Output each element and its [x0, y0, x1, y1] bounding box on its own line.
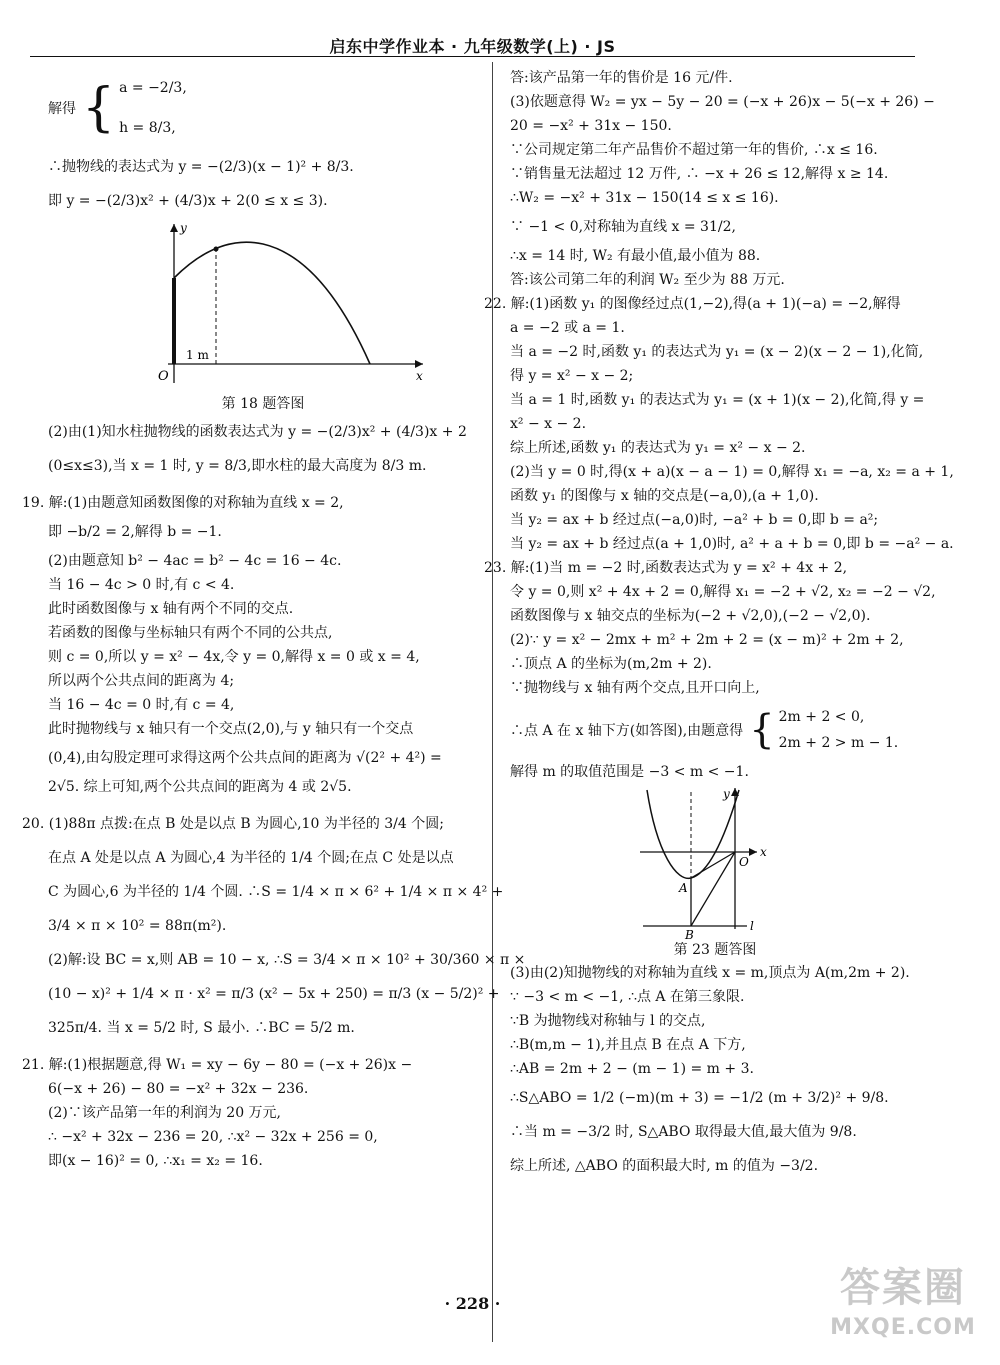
- problem-21-line: (2)∵该产品第一年的利润为 20 万元,: [48, 1105, 281, 1121]
- problem-22-line: 当 a = −2 时,函数 y₁ 的表达式为 y₁ = (x − 2)(x − 2 − 1),化简,: [510, 344, 924, 360]
- point-b-label: B: [685, 928, 694, 939]
- watermark-logo: [818, 1263, 988, 1353]
- system-eq-a: a = −2/3,: [119, 80, 187, 96]
- problem-21-line: 答:该公司第二年的利润 W₂ 至少为 88 万元.: [510, 272, 785, 288]
- problem-19-line: (2)由题意知 b² − 4ac = b² − 4c = 16 − 4c.: [48, 553, 342, 569]
- problem-21-line: 6(−x + 26) − 80 = −x² + 32x − 236.: [48, 1081, 309, 1097]
- problem-19-line: 当 16 − 4c > 0 时,有 c < 4.: [48, 577, 235, 593]
- x-axis-label: x: [416, 369, 423, 383]
- problem-23-line: ∵ −3 < m < −1, ∴点 A 在第三象限.: [510, 989, 745, 1005]
- solution-system-23: [510, 700, 920, 760]
- problem-20-line: 325π/4. 当 x = 5/2 时, S 最小. ∴BC = 5/2 m.: [48, 1020, 355, 1036]
- left-brace: {: [749, 707, 775, 753]
- problem-19-line: (0,4),由勾股定理可求得这两个公共点间的距离为 √(2² + 4²) =: [48, 750, 442, 766]
- system-eq-h: h = 8/3,: [119, 120, 176, 136]
- text-line: (2)由(1)知水柱抛物线的函数表达式为 y = −(2/3)x² + (4/3)x + 2: [48, 424, 467, 440]
- problem-21-line: ∴x = 14 时, W₂ 有最小值,最小值为 88.: [510, 248, 761, 264]
- origin-label: O: [739, 855, 749, 869]
- text-line: ∴抛物线的表达式为 y = −(2/3)(x − 1)² + 8/3.: [48, 159, 354, 175]
- problem-23-line: (3)由(2)知抛物线的对称轴为直线 x = m,顶点为 A(m,2m + 2).: [510, 965, 910, 981]
- scale-label: 1 m: [186, 348, 209, 362]
- problem-22-line: 函数 y₁ 的图像与 x 轴的交点是(−a,0),(a + 1,0).: [510, 488, 819, 504]
- problem-23-line: ∴B(m,m − 1),并且点 B 在点 A 下方,: [510, 1037, 746, 1053]
- problem-21-line: ∴ −x² + 32x − 236 = 20, ∴x² − 32x + 256 = 0,: [48, 1129, 378, 1145]
- problem-20-line: 20. (1)88π 点拨:在点 B 处是以点 B 为圆心,10 为半径的 3/4 个圆;: [22, 816, 444, 832]
- figure-23-caption: 第 23 题答图: [673, 942, 757, 958]
- point-a-label: A: [679, 881, 688, 895]
- segment-bo: [691, 852, 735, 926]
- y-axis-arrow: [170, 224, 178, 232]
- problem-19-line: 此时函数图像与 x 轴有两个不同的交点.: [48, 601, 294, 617]
- problem-20-line: 3/4 × π × 10² = 88π(m²).: [48, 918, 227, 934]
- problem-23-line: (2)∵ y = x² − 2mx + m² + 2m + 2 = (x − m)² + 2m + 2,: [510, 632, 904, 648]
- problem-19-line: 2√5. 综上可知,两个公共点间的距离为 4 或 2√5.: [48, 779, 352, 795]
- parabola-curve: [647, 790, 739, 878]
- problem-20-line: (2)解:设 BC = x,则 AB = 10 − x, ∴S = 3/4 × π × 10² + 30/360 × π ×: [48, 952, 526, 968]
- problem-20-line: C 为圆心,6 为半径的 1/4 个圆. ∴S = 1/4 × π × 6² + 1/4 × π × 4² +: [48, 884, 504, 900]
- problem-19-line: 当 16 − 4c = 0 时,有 c = 4,: [48, 697, 235, 713]
- problem-23-line: ∵B 为抛物线对称轴与 l 的交点,: [510, 1013, 706, 1029]
- problem-22-line: 得 y = x² − x − 2;: [510, 368, 634, 384]
- problem-23-line: 综上所述, △ABO 的面积最大时, m 的值为 −3/2.: [510, 1158, 819, 1174]
- x-axis-label: x: [760, 845, 767, 859]
- problem-21-line: (3)依题意得 W₂ = yx − 5y − 20 = (−x + 26)x − 5(−x + 26) −: [510, 94, 935, 110]
- x-axis-arrow: [415, 360, 423, 368]
- problem-21-line: 20 = −x² + 31x − 150.: [510, 118, 672, 134]
- problem-23-range: 解得 m 的取值范围是 −3 < m < −1.: [510, 764, 749, 780]
- problem-21-line: ∴W₂ = −x² + 31x − 150(14 ≤ x ≤ 16).: [510, 190, 779, 206]
- problem-19-line: 即 −b/2 = 2,解得 b = −1.: [48, 524, 222, 540]
- system-eq-2: 2m + 2 > m − 1.: [778, 735, 899, 751]
- origin-label: O: [158, 369, 169, 384]
- problem-22-line: 当 a = 1 时,函数 y₁ 的表达式为 y₁ = (x + 1)(x − 2),化简,得 y =: [510, 392, 925, 408]
- problem-21-line: ∵ −1 < 0,对称轴为直线 x = 31/2,: [510, 219, 736, 235]
- problem-21-line: 21. 解:(1)根据题意,得 W₁ = xy − 6y − 80 = (−x + 26)x −: [22, 1057, 413, 1073]
- column-divider: [492, 62, 493, 1342]
- problem-23-line: 函数图像与 x 轴交点的坐标为(−2 + √2,0),(−2 − √2,0).: [510, 608, 871, 624]
- line-l-label: l: [750, 919, 754, 933]
- problem-20-line: 在点 A 处是以点 A 为圆心,4 为半径的 1/4 个圆;在点 C 处是以点: [48, 850, 454, 866]
- problem-22-line: a = −2 或 a = 1.: [510, 320, 625, 336]
- system-eq-1: 2m + 2 < 0,: [778, 709, 865, 725]
- problem-22-line: 22. 解:(1)函数 y₁ 的图像经过点(1,−2),得(a + 1)(−a) = −2,解得: [484, 296, 901, 312]
- problem-19-line: 此时抛物线与 x 轴只有一个交点(2,0),与 y 轴只有一个交点: [48, 721, 414, 737]
- problem-21-line: 答:该产品第一年的售价是 16 元/件.: [510, 70, 733, 86]
- problem-22-line: 综上所述,函数 y₁ 的表达式为 y₁ = x² − x − 2.: [510, 440, 806, 456]
- y-axis-label: y: [180, 221, 187, 235]
- text-line: (0≤x≤3),当 x = 1 时, y = 8/3,即水柱的最大高度为 8/3 m.: [48, 458, 427, 474]
- problem-23-line: ∴S△ABO = 1/2 (−m)(m + 3) = −1/2 (m + 3/2)² + 9/8.: [510, 1090, 889, 1106]
- problem-21-line: ∵销售量无法超过 12 万件, ∴ −x + 26 ≤ 12,解得 x ≥ 14.: [510, 166, 889, 182]
- x-axis-arrow: [749, 848, 757, 856]
- problem-23-line: ∴顶点 A 的坐标为(m,2m + 2).: [510, 656, 712, 672]
- watermark-url: MXQE.COM: [830, 1315, 976, 1340]
- y-axis-label: y: [723, 787, 730, 801]
- problem-23-line: 23. 解:(1)当 m = −2 时,函数表达式为 y = x² + 4x + 2,: [484, 560, 848, 576]
- solution-system-18: [48, 66, 478, 150]
- problem-22-line: 当 y₂ = ax + b 经过点(−a,0)时, −a² + b = 0,即 b = a²;: [510, 512, 879, 528]
- problem-20-line: (10 − x)² + 1/4 × π · x² = π/3 (x² − 5x + 250) = π/3 (x − 5/2)² +: [48, 986, 500, 1002]
- problem-22-line: x² − x − 2.: [510, 416, 587, 432]
- left-brace: {: [82, 78, 116, 138]
- figure-18-graph: [148, 218, 448, 393]
- problem-19-line: 所以两个公共点间的距离为 4;: [48, 673, 235, 689]
- left-column: [22, 66, 526, 1173]
- problem-23-line: ∴AB = 2m + 2 − (m − 1) = m + 3.: [510, 1061, 754, 1077]
- watermark-logo-text: 答案圈: [840, 1265, 966, 1311]
- problem-23-line: ∵抛物线与 x 轴有两个交点,且开口向上,: [510, 680, 760, 696]
- right-column: [484, 66, 954, 1183]
- problem-22-line: (2)当 y = 0 时,得(x + a)(x − a − 1) = 0,解得 x₁ = −a, x₂ = a + 1,: [510, 464, 954, 480]
- problem-19-line: 若函数的图像与坐标轴只有两个不同的公共点,: [48, 625, 333, 641]
- parabola-curve: [174, 242, 370, 364]
- problem-19-line: 则 c = 0,所以 y = x² − 4x,令 y = 0,解得 x = 0 或 x = 4,: [48, 649, 420, 665]
- running-header: 启东中学作业本 · 九年级数学(上) · JS: [329, 37, 616, 56]
- system-prefix: ∴点 A 在 x 轴下方(如答图),由题意得: [510, 723, 744, 739]
- problem-23-line: ∴当 m = −3/2 时, S△ABO 取得最大值,最大值为 9/8.: [510, 1124, 857, 1140]
- figure-18-caption: 第 18 题答图: [221, 396, 305, 412]
- header-rule: [30, 56, 915, 57]
- text-line: 即 y = −(2/3)x² + (4/3)x + 2(0 ≤ x ≤ 3).: [48, 193, 328, 209]
- system-prefix: 解得: [48, 101, 76, 117]
- problem-23-line: 令 y = 0,则 x² + 4x + 2 = 0,解得 x₁ = −2 + √2, x₂ = −2 − √2,: [510, 584, 936, 600]
- figure-23-graph: [635, 784, 775, 939]
- problem-22-line: 当 y₂ = ax + b 经过点(a + 1,0)时, a² + a + b = 0,即 b = −a² − a.: [510, 536, 954, 552]
- page-number: · 228 ·: [444, 1294, 501, 1313]
- vertex-point: [214, 247, 219, 252]
- problem-21-line: ∵公司规定第二年产品售价不超过第一年的售价, ∴x ≤ 16.: [510, 142, 878, 158]
- problem-21-line: 即(x − 16)² = 0, ∴x₁ = x₂ = 16.: [48, 1153, 263, 1169]
- problem-19-line: 19. 解:(1)由题意知函数图像的对称轴为直线 x = 2,: [22, 495, 344, 511]
